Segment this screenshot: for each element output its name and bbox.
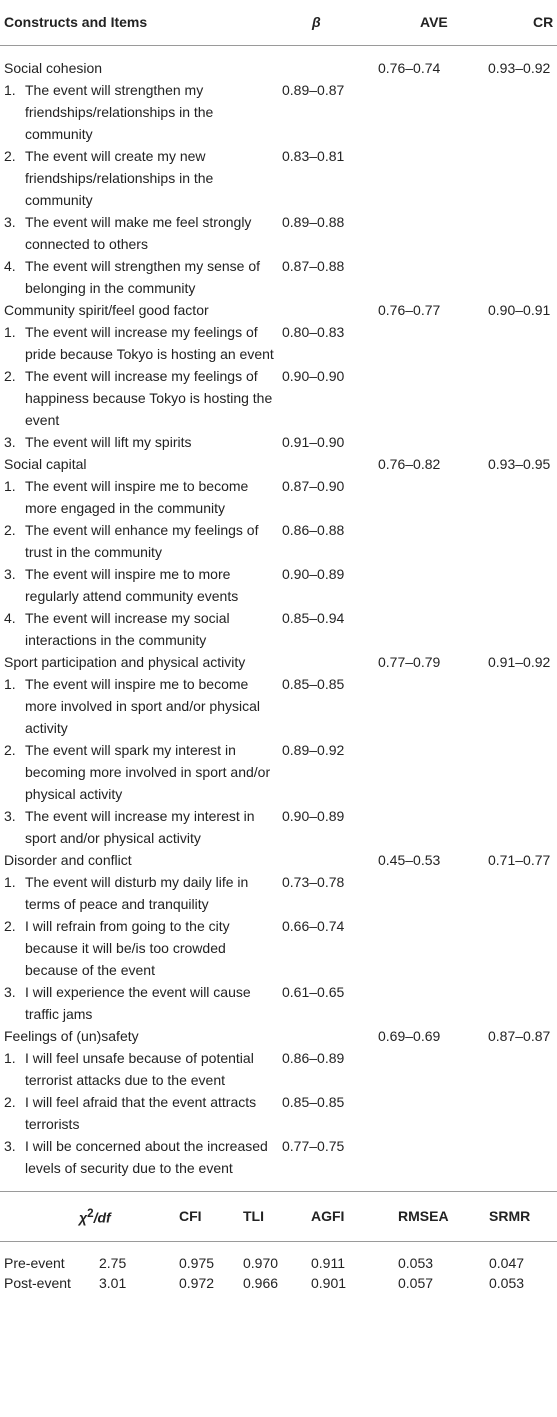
fit-label: Post-event: [4, 1274, 71, 1291]
item-cell: [0, 739, 282, 805]
item-cell: [0, 1135, 282, 1191]
item-text: The event will increase my social interactions in the community: [25, 609, 230, 648]
model-fit-table: [0, 1191, 557, 1293]
item-beta: 0.83–0.81: [282, 147, 345, 164]
header-srmr: SRMR: [489, 1191, 557, 1241]
item-cell: [0, 607, 282, 651]
item-cell: [0, 1047, 282, 1091]
item-row: [0, 673, 557, 739]
construct-name: Disorder and conflict: [4, 851, 132, 868]
constructs-body: [0, 45, 557, 1191]
fit-tli: 0.966: [243, 1274, 279, 1291]
item-cell: [0, 211, 282, 255]
item-cell: [0, 519, 282, 563]
item-row: [0, 871, 557, 915]
header-ave: AVE: [378, 0, 488, 45]
item-row: [0, 607, 557, 651]
item-ave-empty: [378, 805, 488, 849]
item-number: 1.: [4, 477, 16, 494]
fit-cfi: 0.972: [179, 1274, 215, 1291]
item-text: The event will increase my feelings of happiness because Tokyo is hosting the event: [25, 367, 273, 428]
item-row: [0, 805, 557, 849]
item-text: I will feel unsafe because of potential terrorist attacks due to the event: [25, 1049, 254, 1088]
item-cr-empty: [488, 519, 557, 563]
item-text: I will be concerned about the increased levels of security due to the event: [25, 1137, 268, 1176]
item-cr-empty: [488, 255, 557, 299]
item-cell: [0, 915, 282, 981]
item-number: 3.: [4, 807, 16, 824]
header-cr: CR: [488, 0, 557, 45]
item-cr-empty: [488, 79, 557, 145]
item-cr-empty: [488, 1091, 557, 1135]
item-ave-empty: [378, 1135, 488, 1191]
item-row: [0, 1047, 557, 1091]
item-number: 2.: [4, 521, 16, 538]
item-cell: [0, 321, 282, 365]
item-beta: 0.86–0.88: [282, 521, 345, 538]
fit-srmr: 0.053: [489, 1274, 525, 1291]
item-text: The event will disturb my daily life in terms of peace and tranquility: [25, 873, 249, 912]
item-cell: [0, 1091, 282, 1135]
item-row: [0, 321, 557, 365]
fit-chi: 3.01: [99, 1274, 127, 1291]
item-cr-empty: [488, 431, 557, 453]
item-cr-empty: [488, 1047, 557, 1091]
item-cr-empty: [488, 607, 557, 651]
item-number: 2.: [4, 917, 16, 934]
item-text: I will refrain from going to the city because it will be/is too crowded because of the event: [25, 917, 230, 978]
item-ave-empty: [378, 871, 488, 915]
item-ave-empty: [378, 145, 488, 211]
item-number: 3.: [4, 565, 16, 582]
construct-row: [0, 849, 557, 871]
construct-row: [0, 1025, 557, 1047]
item-beta: 0.87–0.88: [282, 257, 345, 274]
item-row: [0, 79, 557, 145]
construct-row: [0, 299, 557, 321]
construct-ave: 0.45–0.53: [378, 851, 441, 868]
construct-cr: 0.93–0.95: [488, 455, 551, 472]
construct-name: Social cohesion: [4, 59, 103, 76]
item-text: The event will spark my interest in becoming more involved in sport and/or physical activity: [25, 741, 271, 802]
item-row: [0, 1091, 557, 1135]
item-ave-empty: [378, 431, 488, 453]
item-cell: [0, 431, 282, 453]
item-cr-empty: [488, 871, 557, 915]
item-row: [0, 365, 557, 431]
item-number: 3.: [4, 213, 16, 230]
fit-label: Pre-event: [4, 1254, 65, 1271]
item-number: 3.: [4, 983, 16, 1000]
item-ave-empty: [378, 255, 488, 299]
item-number: 2.: [4, 147, 16, 164]
item-text: The event will increase my feelings of pride because Tokyo is hosting an event: [25, 323, 274, 362]
item-text: The event will inspire me to become more involved in sport and/or physical activity: [25, 675, 261, 736]
item-cr-empty: [488, 673, 557, 739]
fit-tli: 0.970: [243, 1254, 279, 1271]
header-chi-df: $\chi^2/df$: [0, 1191, 179, 1241]
item-number: 1.: [4, 81, 16, 98]
fit-chi: 2.75: [99, 1254, 127, 1271]
item-ave-empty: [378, 1047, 488, 1091]
fit-rmsea: 0.053: [398, 1254, 434, 1271]
item-cr-empty: [488, 475, 557, 519]
item-text: The event will strengthen my sense of belonging in the community: [25, 257, 261, 296]
header-tli: TLI: [243, 1191, 311, 1241]
item-beta: 0.89–0.87: [282, 81, 345, 98]
item-row: [0, 519, 557, 563]
item-row: [0, 211, 557, 255]
item-cr-empty: [488, 321, 557, 365]
item-cr-empty: [488, 805, 557, 849]
item-number: 2.: [4, 1093, 16, 1110]
item-row: [0, 739, 557, 805]
item-number: 3.: [4, 433, 16, 450]
item-ave-empty: [378, 739, 488, 805]
item-ave-empty: [378, 365, 488, 431]
item-row: [0, 145, 557, 211]
item-text: The event will strengthen my friendships/relationships in the community: [25, 81, 214, 142]
item-number: 1.: [4, 675, 16, 692]
construct-name: Social capital: [4, 455, 87, 472]
item-beta: 0.73–0.78: [282, 873, 345, 890]
fit-agfi: 0.901: [311, 1274, 347, 1291]
item-text: The event will make me feel strongly connected to others: [25, 213, 252, 252]
construct-row: [0, 45, 557, 79]
construct-ave: 0.76–0.77: [378, 301, 441, 318]
construct-ave: 0.77–0.79: [378, 653, 441, 670]
item-ave-empty: [378, 211, 488, 255]
construct-ave: 0.76–0.74: [378, 59, 441, 76]
item-number: 1.: [4, 873, 16, 890]
item-beta: 0.80–0.83: [282, 323, 345, 340]
item-text: The event will lift my spirits: [25, 433, 192, 450]
item-ave-empty: [378, 475, 488, 519]
item-number: 4.: [4, 609, 16, 626]
item-text: The event will enhance my feelings of trust in the community: [25, 521, 259, 560]
item-row: [0, 1135, 557, 1191]
item-ave-empty: [378, 519, 488, 563]
item-number: 1.: [4, 1049, 16, 1066]
construct-cr: 0.93–0.92: [488, 59, 551, 76]
item-row: [0, 255, 557, 299]
item-cell: [0, 365, 282, 431]
item-row: [0, 431, 557, 453]
table-header-row: [0, 0, 557, 45]
item-cell: [0, 563, 282, 607]
item-beta: 0.90–0.89: [282, 807, 345, 824]
construct-name: Community spirit/feel good factor: [4, 301, 209, 318]
item-beta: 0.91–0.90: [282, 433, 345, 450]
item-cr-empty: [488, 145, 557, 211]
item-beta: 0.66–0.74: [282, 917, 345, 934]
fit-body: [0, 1241, 557, 1293]
construct-row: [0, 651, 557, 673]
header-rmsea: RMSEA: [398, 1191, 489, 1241]
item-cell: [0, 475, 282, 519]
item-cell: [0, 981, 282, 1025]
item-ave-empty: [378, 981, 488, 1025]
item-beta: 0.77–0.75: [282, 1137, 345, 1154]
item-beta: 0.86–0.89: [282, 1049, 345, 1066]
item-text: The event will create my new friendships/relationships in the community: [25, 147, 214, 208]
item-cell: [0, 79, 282, 145]
item-text: The event will inspire me to more regularly attend community events: [25, 565, 239, 604]
item-beta: 0.61–0.65: [282, 983, 345, 1000]
item-number: 4.: [4, 257, 16, 274]
item-beta: 0.89–0.92: [282, 741, 345, 758]
item-cr-empty: [488, 563, 557, 607]
item-number: 2.: [4, 741, 16, 758]
item-cr-empty: [488, 739, 557, 805]
item-beta: 0.90–0.89: [282, 565, 345, 582]
fit-rmsea: 0.057: [398, 1274, 434, 1291]
item-beta: 0.85–0.85: [282, 1093, 345, 1110]
construct-cr: 0.71–0.77: [488, 851, 551, 868]
header-constructs: Constructs and Items: [0, 0, 282, 45]
item-number: 1.: [4, 323, 16, 340]
item-cr-empty: [488, 211, 557, 255]
construct-cr: 0.91–0.92: [488, 653, 551, 670]
construct-ave: 0.69–0.69: [378, 1027, 441, 1044]
item-ave-empty: [378, 79, 488, 145]
item-cr-empty: [488, 1135, 557, 1191]
header-beta: β: [282, 0, 378, 45]
item-text: The event will inspire me to become more engaged in the community: [25, 477, 249, 516]
construct-cr: 0.90–0.91: [488, 301, 551, 318]
item-ave-empty: [378, 1091, 488, 1135]
item-row: [0, 981, 557, 1025]
item-beta: 0.90–0.90: [282, 367, 345, 384]
item-cell: [0, 871, 282, 915]
construct-cr: 0.87–0.87: [488, 1027, 551, 1044]
item-row: [0, 563, 557, 607]
item-cell: [0, 145, 282, 211]
fit-header-row: [0, 1191, 557, 1241]
construct-name: Feelings of (un)safety: [4, 1027, 139, 1044]
item-number: 2.: [4, 367, 16, 384]
item-number: 3.: [4, 1137, 16, 1154]
item-cell: [0, 673, 282, 739]
item-text: I will experience the event will cause traffic jams: [25, 983, 251, 1022]
item-cell: [0, 805, 282, 849]
item-cr-empty: [488, 915, 557, 981]
item-ave-empty: [378, 607, 488, 651]
fit-agfi: 0.911: [311, 1254, 345, 1271]
construct-ave: 0.76–0.82: [378, 455, 441, 472]
item-text: The event will increase my interest in sport and/or physical activity: [25, 807, 255, 846]
fit-cfi: 0.975: [179, 1254, 215, 1271]
header-cfi: CFI: [179, 1191, 243, 1241]
item-ave-empty: [378, 563, 488, 607]
construct-row: [0, 453, 557, 475]
item-ave-empty: [378, 321, 488, 365]
fit-row: [0, 1241, 557, 1273]
item-beta: 0.85–0.85: [282, 675, 345, 692]
item-cr-empty: [488, 365, 557, 431]
item-cell: [0, 255, 282, 299]
header-agfi: AGFI: [311, 1191, 398, 1241]
item-cr-empty: [488, 981, 557, 1025]
item-ave-empty: [378, 915, 488, 981]
item-ave-empty: [378, 673, 488, 739]
item-beta: 0.89–0.88: [282, 213, 345, 230]
item-row: [0, 915, 557, 981]
item-row: [0, 475, 557, 519]
item-text: I will feel afraid that the event attracts terrorists: [25, 1093, 257, 1132]
fit-row: [0, 1273, 557, 1293]
fit-srmr: 0.047: [489, 1254, 525, 1271]
construct-name: Sport participation and physical activity: [4, 653, 246, 670]
item-beta: 0.87–0.90: [282, 477, 345, 494]
item-beta: 0.85–0.94: [282, 609, 345, 626]
